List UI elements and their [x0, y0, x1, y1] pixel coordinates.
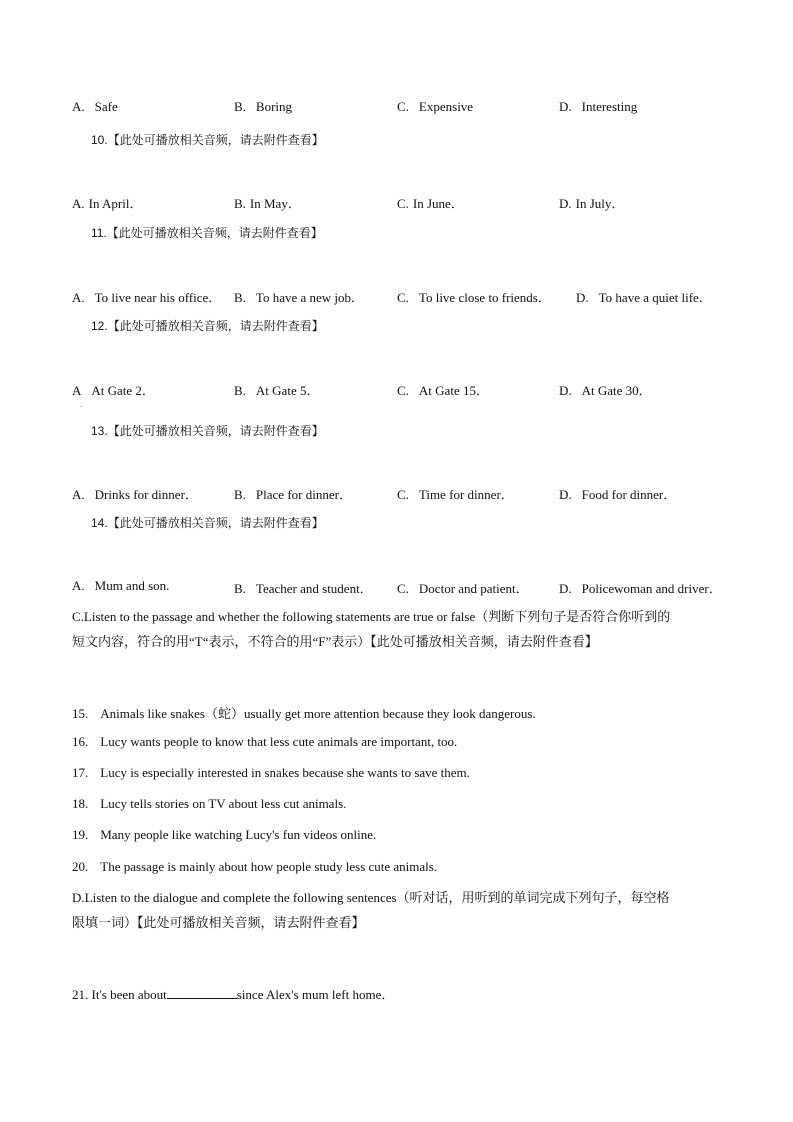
section-d-line-2: 限填一词）【此处可播放相关音频，请去附件查看】: [72, 915, 365, 930]
q10-option-d[interactable]: D. In July．: [559, 196, 625, 211]
audio-note[interactable]: 【此处可播放相关音频，请去附件查看】: [107, 516, 324, 530]
section-c-line-2: 短文内容，符合的用“T“表示，不符合的用“F”表示）【此处可播放相关音频，请去附件查看】: [72, 634, 598, 649]
q14-option-d[interactable]: D. Policewoman and driver．: [559, 581, 722, 596]
section-c-line-1: C.Listen to the passage and whether the following statements are true or false（判断下列句子是否符合你听到的: [72, 609, 671, 624]
q12-options: [72, 380, 721, 398]
answer-blank-21[interactable]: [167, 986, 237, 999]
q11-option-c[interactable]: C. To live close to friends．: [397, 290, 551, 305]
audio-note[interactable]: 【此处可播放相关音频，请去附件查看】: [107, 424, 324, 438]
audio-note[interactable]: 【此处可播放相关音频，请去附件查看】: [107, 133, 324, 147]
question-21: 21. It's been about since Alex's mum left home．: [72, 987, 395, 1002]
q13-option-d[interactable]: D. Food for dinner．: [559, 487, 677, 502]
q12-header: 12.【此处可播放相关音频，请去附件查看】: [91, 319, 324, 333]
q11-option-a[interactable]: A. To live near his office．: [72, 290, 222, 305]
q11-header: 11.【此处可播放相关音频，请去附件查看】: [91, 226, 323, 240]
q9-options: [72, 99, 721, 117]
section-d-line-1: D.Listen to the dialogue and complete the following sentences（听对话，用听到的单词完成下列句子，每空格: [72, 890, 670, 905]
section-c-instructions: [72, 604, 722, 654]
q12-option-d[interactable]: D. At Gate 30．: [559, 383, 652, 398]
audio-note[interactable]: 【此处可播放相关音频，请去附件查看】: [107, 319, 324, 333]
q11-options: [72, 287, 721, 305]
q13-options: [72, 484, 721, 502]
q11-option-d[interactable]: D. To have a quiet life．: [576, 290, 712, 305]
q11-option-b[interactable]: B. To have a new job．: [234, 290, 365, 305]
statement-19: 19. Many people like watching Lucy's fun videos online.: [72, 827, 377, 842]
q10-header: 10.【此处可播放相关音频，请去附件查看】: [91, 133, 324, 147]
statement-15: 15. Animals like snakes（蛇）usually get more attention because they look dangerous.: [72, 706, 536, 721]
q10-option-b[interactable]: B. In May．: [234, 196, 301, 211]
q13-header: 13.【此处可播放相关音频，请去附件查看】: [91, 424, 324, 438]
q14-option-b[interactable]: B. Teacher and student．: [234, 581, 373, 596]
q9-option-a[interactable]: A. Safe: [72, 99, 118, 114]
q9-option-b[interactable]: B. Boring: [234, 99, 293, 114]
q14-option-a[interactable]: A. Mum and son.: [72, 578, 170, 593]
q9-option-d[interactable]: D. Interesting: [559, 99, 638, 114]
q12-option-a[interactable]: A At Gate 2．: [72, 383, 155, 398]
statement-17: 17. Lucy is especially interested in snakes because she wants to save them.: [72, 765, 470, 780]
stray-dot: .: [80, 400, 82, 409]
q12-option-b[interactable]: B. At Gate 5．: [234, 383, 320, 398]
q10-option-a[interactable]: A. In April．: [72, 196, 143, 211]
statement-20: 20. The passage is mainly about how people study less cute animals.: [72, 859, 438, 874]
q13-option-c[interactable]: C. Time for dinner．: [397, 487, 514, 502]
q9-option-c[interactable]: C. Expensive: [397, 99, 474, 114]
q10-option-c[interactable]: C. In June．: [397, 196, 464, 211]
q14-header: 14.【此处可播放相关音频，请去附件查看】: [91, 516, 324, 530]
section-d-instructions: [72, 885, 722, 935]
audio-note[interactable]: 【此处可播放相关音频，请去附件查看】: [106, 226, 323, 240]
q13-option-b[interactable]: B. Place for dinner．: [234, 487, 352, 502]
q12-option-c[interactable]: C. At Gate 15．: [397, 383, 489, 398]
q14-option-c[interactable]: C. Doctor and patient．: [397, 581, 529, 596]
statement-16: 16. Lucy wants people to know that less cute animals are important, too.: [72, 734, 458, 749]
q10-options: [72, 193, 721, 211]
q14-options: [72, 578, 721, 596]
statement-18: 18. Lucy tells stories on TV about less cut animals.: [72, 796, 347, 811]
q13-option-a[interactable]: A. Drinks for dinner．: [72, 487, 198, 502]
